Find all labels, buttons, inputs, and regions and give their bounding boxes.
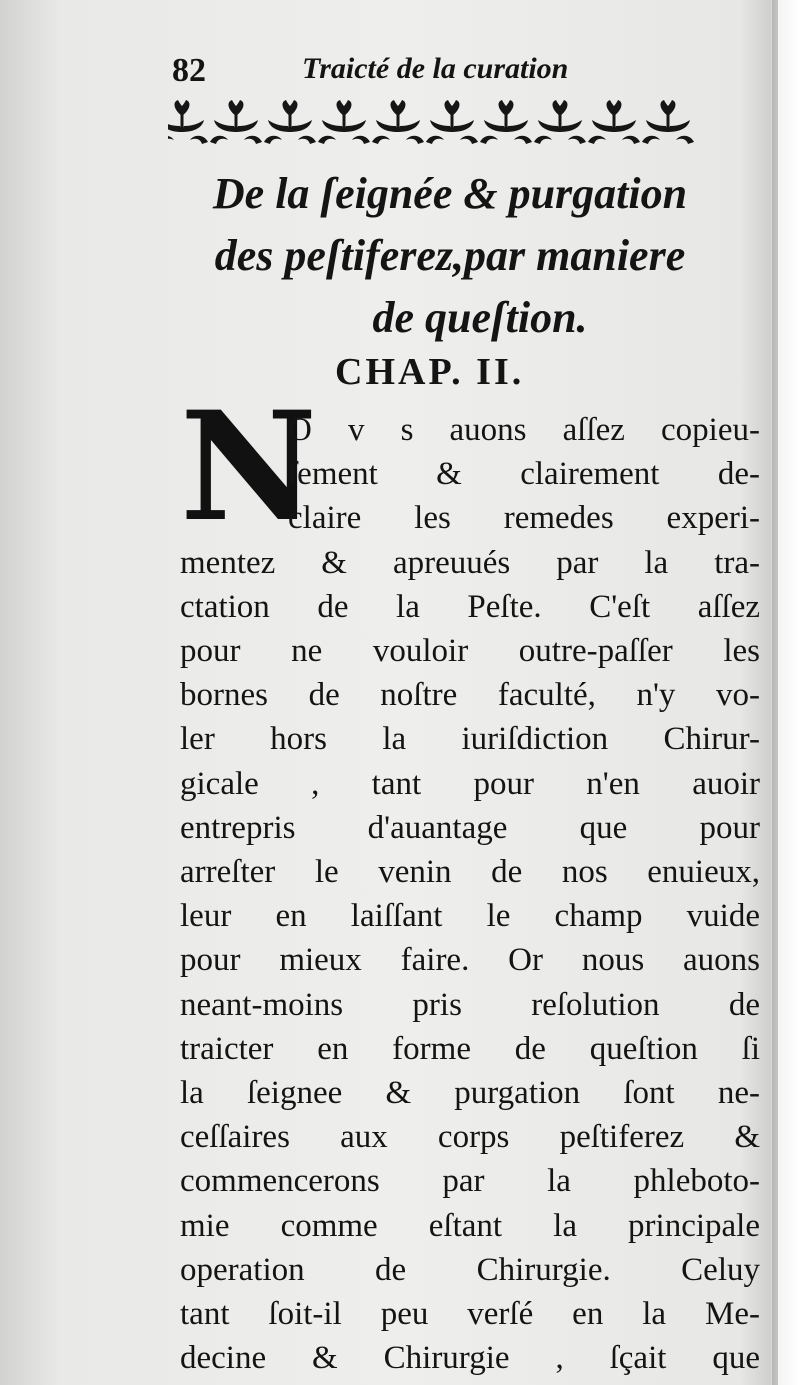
text-line: mentez & apreuués par la tra- [180, 544, 760, 581]
fleuron-ornament-band [168, 98, 728, 150]
fleuron-icon [210, 100, 262, 144]
text-line: operation de Chirurgie. Celuy [180, 1251, 760, 1288]
text-line: ler hors la iuriſdiction Chirur- [180, 721, 760, 758]
text-line: pour mieux faire. Or nous auons [180, 942, 760, 979]
fleuron-icon [480, 100, 532, 144]
text-line: tant ſoit-il peu verſé en la Me- [180, 1296, 760, 1333]
page-edge-shadow [772, 0, 778, 1385]
text-line: neant-moins pris reſolution de [180, 986, 760, 1023]
chapter-title-line-3: de queſtion. [372, 293, 588, 342]
text-line: O v s auons aſſez copieu- [288, 412, 760, 448]
fleuron-icon [534, 100, 586, 144]
text-line: gicale , tant pour n'en auoir [180, 765, 760, 802]
text-line: la ſeignee & purgation ſont ne- [180, 1075, 760, 1112]
chapter-title-line-2: des peſtiferez,par maniere [214, 231, 686, 280]
text-line: commencerons par la phleboto- [180, 1163, 760, 1200]
chapter-title [150, 163, 750, 349]
fleuron-icon [426, 100, 478, 144]
fleuron-icon [588, 100, 640, 144]
drop-cap-initial: N [180, 379, 318, 555]
chapter-number: CHAP. II. [335, 351, 525, 393]
text-line: entrepris d'auantage que pour [180, 809, 760, 846]
text-line: pour ne vouloir outre-paſſer les [180, 633, 760, 670]
fleuron-icon [264, 100, 316, 144]
text-line: decine & Chirurgie , ſçait que [180, 1340, 760, 1377]
text-line: ctation de la Peſte. C'eſt aſſez [180, 588, 760, 625]
text-line: arreſter le venin de nos enuieux, [180, 854, 760, 891]
page-number: 82 [172, 52, 206, 89]
text-line: traicter en forme de queſtion ſi [180, 1030, 760, 1067]
text-line: ceſſaires aux corps peſtiferez & [180, 1119, 760, 1156]
text-line: claire les remedes experi- [288, 500, 760, 537]
running-head: Traicté de la curation [302, 52, 569, 85]
fleuron-icon [642, 100, 694, 144]
text-line: ſement & clairement de- [288, 456, 760, 493]
text-line: leur en laiſſant le champ vuide [180, 898, 760, 935]
page-header [172, 52, 672, 96]
text-line: mie comme eſtant la principale [180, 1207, 760, 1244]
fleuron-icon [372, 100, 424, 144]
chapter-title-line-1: De la ſeignée & purgation [212, 169, 688, 218]
body-text [180, 379, 760, 1380]
fleuron-icon [318, 100, 370, 144]
fleuron-icon [168, 100, 208, 144]
text-line: bornes de noſtre faculté, n'y vo- [180, 677, 760, 714]
